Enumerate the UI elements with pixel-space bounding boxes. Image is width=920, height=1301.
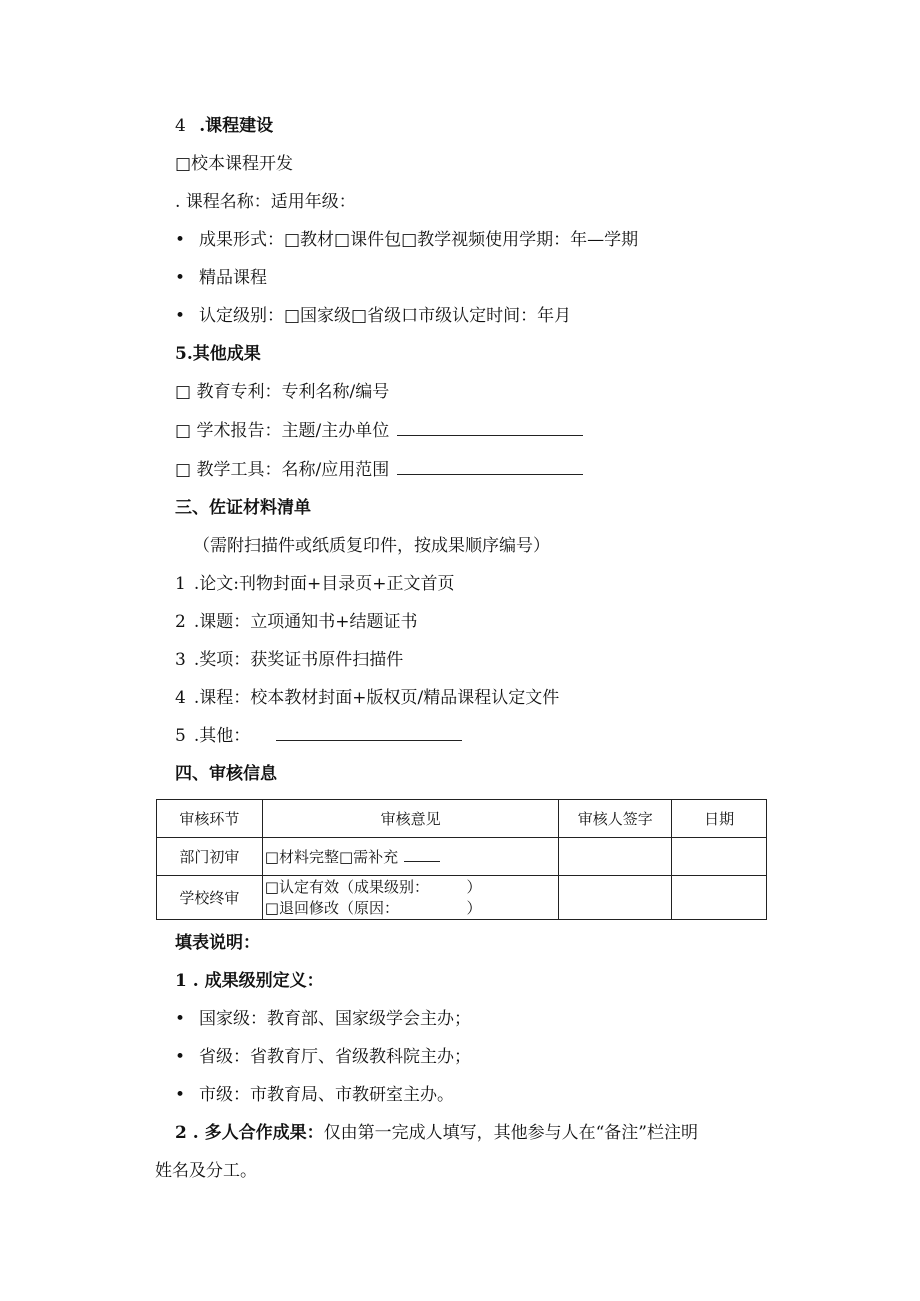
- course-level-text: 认定级别：□国家级□省级口市级认定时间：年月: [199, 306, 572, 326]
- course-heading-num: 4: [175, 116, 186, 136]
- evidence-note: （需附扫描件或纸质复印件，按成果顺序编号）: [193, 536, 550, 556]
- audit-opinion-line1: □认定有效（成果级别： ）: [264, 877, 482, 896]
- fill-blank: [397, 421, 583, 436]
- evidence-heading: 三、佐证材料清单: [175, 498, 311, 518]
- fill-blank: [276, 726, 462, 741]
- course-quality-text: 精品课程: [199, 268, 267, 288]
- audit-heading: 四、审核信息: [175, 764, 277, 784]
- course-item-level: [175, 306, 571, 326]
- bullet-icon: •: [175, 1009, 186, 1029]
- audit-stage-cell: 部门初审: [157, 838, 263, 876]
- other-tool-text: □ 教学工具：名称/应用范围: [175, 460, 390, 480]
- evidence-item-project: [175, 612, 417, 632]
- notes-level-province: [175, 1047, 471, 1067]
- notes-level-text: 国家级：教育部、国家级学会主办；: [199, 1009, 471, 1029]
- notes-heading: 填表说明：: [175, 933, 260, 953]
- course-heading: [175, 116, 273, 136]
- evidence-num: 4: [175, 688, 186, 708]
- audit-header-stage: 审核环节: [157, 800, 263, 838]
- audit-header-signature: 审核人签字: [559, 800, 672, 838]
- course-item-school-course: □校本课程开发: [175, 154, 294, 174]
- audit-opinion-text: □材料完整□需补充: [264, 848, 399, 866]
- audit-header-opinion: 审核意见: [262, 800, 559, 838]
- evidence-num: 1: [175, 574, 186, 594]
- evidence-item-course: [175, 688, 559, 708]
- bullet-icon: •: [175, 1047, 186, 1067]
- course-format-text: 成果形式：□教材□课件包□教学视频使用学期：年—学期: [199, 230, 639, 250]
- audit-signature-cell[interactable]: [559, 876, 672, 920]
- notes-sub2: [175, 1123, 698, 1143]
- course-heading-text: .课程建设: [199, 116, 274, 136]
- bullet-icon: •: [175, 268, 186, 288]
- evidence-text: .奖项：获奖证书原件扫描件: [193, 650, 404, 670]
- notes-level-national: [175, 1009, 471, 1029]
- audit-opinion-line2: □退回修改（原因： ）: [264, 898, 482, 917]
- evidence-num: 5: [175, 726, 186, 746]
- evidence-text: .课题：立项通知书+结题证书: [193, 612, 418, 632]
- evidence-text: .论文:刊物封面+目录页+正文首页: [193, 574, 455, 594]
- other-report-text: □ 学术报告：主题/主办单位: [175, 421, 390, 441]
- course-item-name-grade: . 课程名称：适用年级：: [175, 192, 356, 212]
- bullet-icon: •: [175, 230, 186, 250]
- course-item-format: [175, 230, 638, 250]
- bullet-icon: •: [175, 306, 186, 326]
- notes-level-text: 市级：市教育局、市教研室主办。: [199, 1085, 454, 1105]
- fill-blank: [397, 460, 583, 475]
- evidence-num: 2: [175, 612, 186, 632]
- notes-sub2-continuation: 姓名及分工。: [155, 1161, 257, 1181]
- evidence-text: .其他：: [193, 726, 251, 746]
- course-item-quality: [175, 268, 267, 288]
- notes-sub2-text: 仅由第一完成人填写，其他参与人在“备注”栏注明: [323, 1123, 698, 1143]
- audit-date-cell[interactable]: [672, 838, 767, 876]
- audit-date-cell[interactable]: [672, 876, 767, 920]
- audit-stage-cell: 学校终审: [157, 876, 263, 920]
- evidence-item-paper: [175, 574, 454, 594]
- other-item-report: [175, 421, 583, 441]
- audit-table: [156, 799, 767, 920]
- audit-header-row: [157, 800, 767, 838]
- evidence-item-other: [175, 726, 462, 746]
- fill-blank: [404, 849, 440, 862]
- audit-row-department: [157, 838, 767, 876]
- audit-row-school: [157, 876, 767, 920]
- other-heading: 5.其他成果: [175, 344, 261, 364]
- audit-signature-cell[interactable]: [559, 838, 672, 876]
- evidence-num: 3: [175, 650, 186, 670]
- other-item-patent: □ 教育专利：专利名称/编号: [175, 382, 390, 402]
- bullet-icon: •: [175, 1085, 186, 1105]
- notes-level-text: 省级：省教育厅、省级教科院主办；: [199, 1047, 471, 1067]
- notes-sub1: 1 . 成果级别定义：: [175, 971, 324, 991]
- audit-opinion-cell[interactable]: [262, 876, 559, 920]
- audit-opinion-cell[interactable]: [262, 838, 559, 876]
- other-item-tool: [175, 460, 583, 480]
- audit-header-date: 日期: [672, 800, 767, 838]
- notes-level-city: [175, 1085, 454, 1105]
- evidence-item-award: [175, 650, 403, 670]
- evidence-text: .课程：校本教材封面+版权页/精品课程认定文件: [193, 688, 560, 708]
- notes-sub2-label: 2 . 多人合作成果：: [175, 1123, 324, 1143]
